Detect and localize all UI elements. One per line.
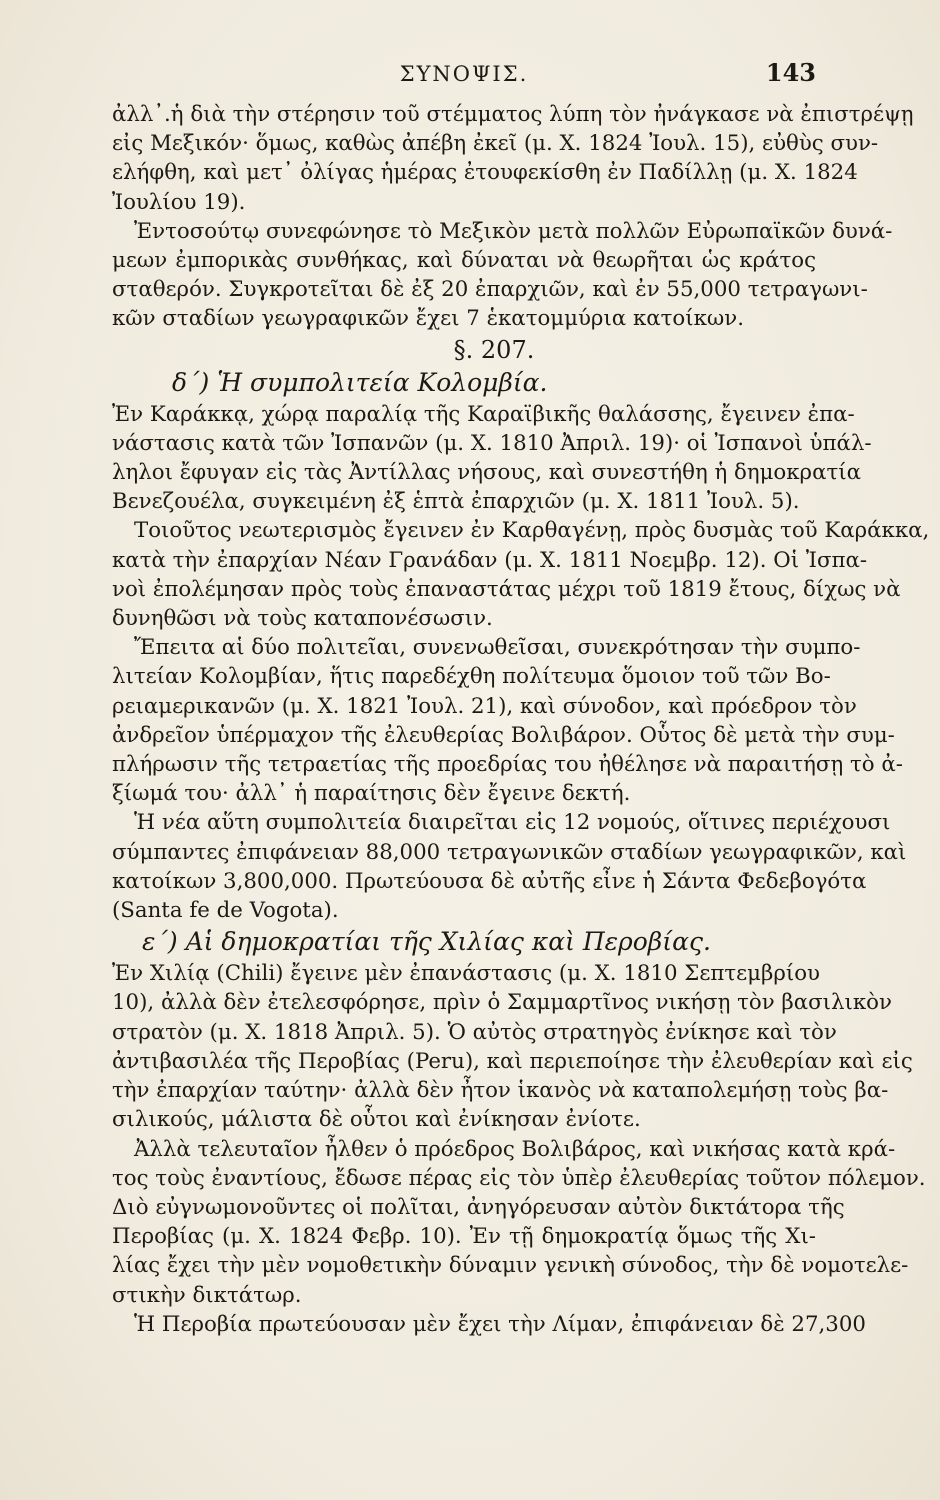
text-line: Ἡ νέα αὕτη συμπολιτεία διαιρεῖται εἰς 12 νομούς, οἵτινες περιέχουσι [134,810,891,836]
text-line: εἰς Μεξικόν· ὅμως, καθὼς ἀπέβη ἐκεῖ (μ. Χ. 1824 Ἰουλ. 15), εὐθὺς συν- [112,131,879,157]
paragraph-206-continuation [112,100,914,217]
text-line: ρειαμερικανῶν (μ. Χ. 1821 Ἰουλ. 21), καὶ σύνοδον, καὶ πρόεδρον τὸν [112,693,857,719]
text-line: Ἐν Χιλίᾳ (Chili) ἔγεινε μὲν ἐπανάστασις (μ. Χ. 1810 Σεπτεμβρίου [112,961,820,987]
paragraph-mexico [112,217,893,334]
text-line: Βενεζουέλα, συγκειμένη ἐξ ἑπτὰ ἐπαρχιῶν (μ. Χ. 1811 Ἰουλ. 5). [112,489,800,515]
body-text [112,100,930,1339]
section-heading-colombia: δ΄) Ἡ συμπολιτεία Κολομβία. [172,367,548,397]
paragraph-chile [112,959,913,1134]
text-line: κατὰ τὴν ἐπαρχίαν Νέαν Γρανάδαν (μ. Χ. 1811 Νοεμβρ. 12). Οἱ Ἰσπα- [112,547,868,573]
section-number: §. 207. [453,335,535,364]
page-header [112,58,816,96]
text-line: Ἡ Περοβία πρωτεύουσαν μὲν ἔχει τὴν Λίμαν, ἐπιφάνειαν δὲ 27,300 [134,1311,866,1337]
running-head: ΣΥΝΟΨΙΣ. [399,62,529,86]
text-line: ξίωμά του· ἀλλ᾽ ἡ παραίτησις δὲν ἔγεινε δεκτή. [112,781,631,807]
text-line: λιτείαν Κολομβίαν, ἥτις παρεδέχθη πολίτευμα ὅμοιον τοῦ τῶν Βο- [112,664,831,690]
paragraph-peru [112,1310,866,1339]
text-line: δυνηθῶσι νὰ τοὺς καταπονέσωσιν. [112,606,493,632]
text-line: Ἐντοσούτῳ συνεφώνησε τὸ Μεξικὸν μετὰ πολλῶν Εὐρωπαϊκῶν δυνά- [134,218,893,244]
text-line: 10), ἀλλὰ δὲν ἐτελεσφόρησε, πρὶν ὁ Σαμμαρτῖνος νικήσῃ τὸν βασιλικὸν [112,990,892,1016]
text-line: νάστασις κατὰ τῶν Ἰσπανῶν (μ. Χ. 1810 Ἀπριλ. 19)· οἱ Ἰσπανοὶ ὑπάλ- [112,430,872,456]
paragraph-colombia [112,633,903,808]
text-line: ελήφθη, καὶ μετ᾽ ὀλίγας ἡμέρας ἐτουφεκίσθη ἐν Παδίλλῃ (μ. Χ. 1824 [112,160,858,186]
text-line: στικὴν δικτάτωρ. [112,1282,302,1308]
text-line: (Santa fe de Vogota). [112,898,339,924]
text-line: στρατὸν (μ. Χ. 1818 Ἀπριλ. 5). Ὁ αὐτὸς στρατηγὸς ἐνίκησε καὶ τὸν [112,1019,837,1045]
paragraph-nomoi [112,808,907,925]
text-line: σιλικούς, μάλιστα δὲ οὗτοι καὶ ἐνίκησαν ἐνίοτε. [112,1107,641,1133]
text-line: μεων ἐμπορικὰς συνθήκας, καὶ δύναται νὰ θεωρῆται ὡς κράτος [112,248,816,274]
text-line: σύμπαντες ἐπιφάνειαν 88,000 τετραγωνικῶν σταδίων γεωγραφικῶν, καὶ [112,839,907,865]
text-line: ἀλλ᾽.ἡ διὰ τὴν στέρησιν τοῦ στέμματος λύπη τὸν ἠνάγκασε νὰ ἐπιστρέψῃ [112,102,914,127]
text-line: ἀντιβασιλέα τῆς Περοβίας (Peru), καὶ περιεποίησε τὴν ἐλευθερίαν καὶ εἰς [112,1048,913,1074]
page-number: 143 [765,58,816,87]
text-line: Περοβίας (μ. Χ. 1824 Φεβρ. 10). Ἐν τῇ δημοκρατίᾳ ὅμως τῆς Χι- [112,1224,816,1250]
text-line: τος τοὺς ἐναντίους, ἔδωσε πέρας εἰς τὸν ὑπὲρ ἐλευθερίας τοῦτον πόλεμον. [112,1165,926,1191]
text-line: Ἔπειτα αἱ δύο πολιτεῖαι, συνενωθεῖσαι, συνεκρότησαν τὴν συμπο- [134,635,861,661]
text-line: Ἰουλίου 19). [112,189,246,215]
paragraph-bolivar [112,1135,926,1310]
paragraph-cartagena [112,516,930,633]
text-line: σταθερόν. Συγκροτεῖται δὲ ἐξ 20 ἐπαρχιῶν, καὶ ἐν 55,000 τετραγωνι- [112,277,868,303]
text-line: Ἐν Καράκκᾳ, χώρᾳ παραλίᾳ τῆς Καραϊβικῆς θαλάσσης, ἔγεινεν ἐπα- [112,401,855,427]
text-line: Διὸ εὐγνωμονοῦντες οἱ πολῖται, ἀνηγόρευσαν αὐτὸν δικτάτορα τῆς [112,1194,845,1220]
text-line: κῶν σταδίων γεωγραφικῶν ἔχει 7 ἑκατομμύρια κατοίκων. [112,306,744,332]
text-line: κατοίκων 3,800,000. Πρωτεύουσα δὲ αὐτῆς εἶνε ἡ Σάντα Φεδεβογότα [112,868,867,894]
text-line: ἀνδρεῖον ὑπέρμαχον τῆς ἐλευθερίας Βολιβάρον. Οὗτος δὲ μετὰ τὴν συμ- [112,722,895,748]
text-line: Τοιοῦτος νεωτερισμὸς ἔγεινεν ἐν Καρθαγένῃ, πρὸς δυσμὰς τοῦ Καράκκα, [134,518,930,544]
text-line: ληλοι ἔφυγαν εἰς τὰς Ἀντίλλας νήσους, καὶ συνεστήθη ἡ δημοκρατία [112,460,861,486]
paragraph-caracas [112,400,872,517]
text-line: τὴν ἐπαρχίαν ταύτην· ἀλλὰ δὲν ἦτον ἱκανὸς νὰ καταπολεμήσῃ τοὺς βα- [112,1078,889,1104]
text-line: νοὶ ἐπολέμησαν πρὸς τοὺς ἐπαναστάτας μέχρι τοῦ 1819 ἔτους, δίχως νὰ [112,576,901,602]
text-line: λίας ἔχει τὴν μὲν νομοθετικὴν δύναμιν γενικὴ σύνοδος, τὴν δὲ νομοτελε- [112,1253,909,1279]
text-line: Ἀλλὰ τελευταῖον ἦλθεν ὁ πρόεδρος Βολιβάρος, καὶ νικήσας κατὰ κρά- [134,1136,896,1162]
section-heading-chile-peru: ε΄) Αἱ δημοκρατίαι τῆς Χιλίας καὶ Περοβίας. [142,927,711,957]
text-line: πλήρωσιν τῆς τετραετίας τῆς προεδρίας του ἠθέλησε νὰ παραιτήσῃ τὸ ἀ- [112,752,903,778]
